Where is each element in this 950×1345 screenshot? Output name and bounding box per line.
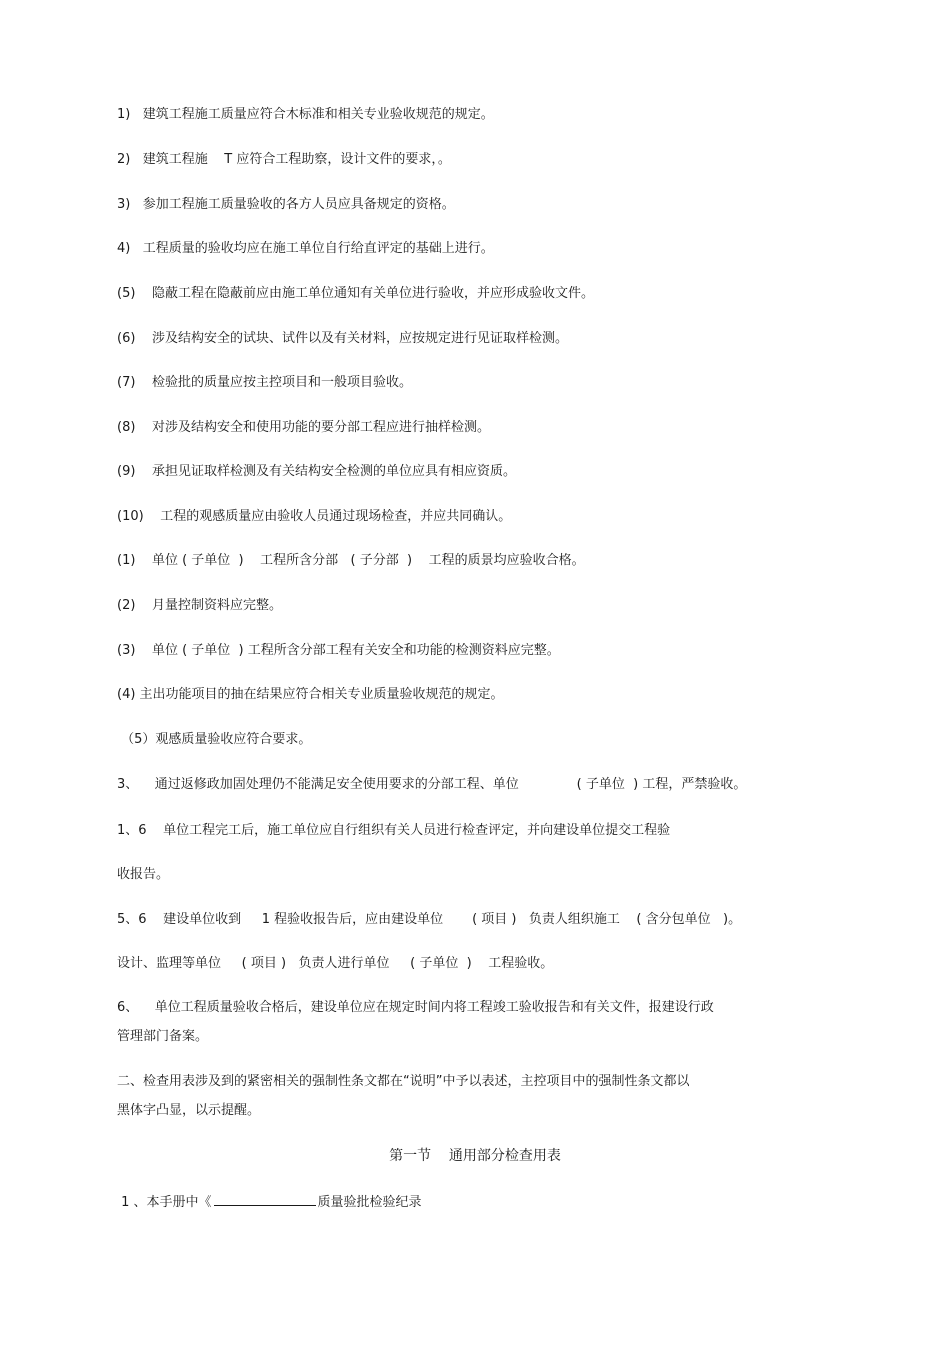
text-line: 1) 建筑工程施工质量应符合木标准和相关专业验收规范的规定。 [117,107,494,122]
text-line: 二、检查用表涉及到的紧密相关的强制性条文都在“说明”中予以表述，主控项目中的强制性条文都以 [117,1074,690,1089]
text-line: (5) 隐蔽工程在隐蔽前应由施工单位通知有关单位进行验收，并应形成验收文件。 [117,286,594,301]
text-line: 3、 通过返修政加固处理仍不能满足安全使用要求的分部工程、单位 ( 子单位 ) 工程，严禁验收。 [117,777,747,792]
text-line: 4) 工程质量的验收均应在施工单位自行给直评定的基础上进行。 [117,241,494,256]
text-line: (7) 检验批的质量应按主控项目和一般项目验收。 [117,375,412,390]
text-line: 5、6 建设单位收到 1 程验收报告后，应由建设单位 ( 项目 ) 负责人组织施工 ( 含分包单位 )。 [117,912,742,927]
text-line: 1、6 单位工程完工后，施工单位应自行组织有关人员进行检查评定，并向建设单位提交工程验 [117,823,671,838]
text-line: (8) 对涉及结构安全和使用功能的要分部工程应进行抽样检测。 [117,420,490,435]
text-line: (10) 工程的观感质量应由验收人员通过现场检查，并应共同确认。 [117,509,512,524]
text-line: (3) 单位 ( 子单位 ) 工程所含分部工程有关安全和功能的检测资料应完整。 [117,643,560,658]
text-line: (1) 单位 ( 子单位 ) 工程所含分部 ( 子分部 ) 工程的质景均应验收合格。 [117,553,585,568]
text-line: (9) 承担见证取样检测及有关结构安全检测的单位应具有相应资质。 [117,464,516,479]
text-line: 收报告。 [117,867,170,882]
text-line: （5）观感质量验收应符合要求。 [117,732,312,747]
text-line: (6) 涉及结构安全的试块、试件以及有关材料，应按规定进行见证取样检测。 [117,331,568,346]
last-line-suffix: 质量验批检验纪录 [317,1195,422,1210]
fill-in-blank [214,1191,316,1206]
text-line: (2) 月量控制资料应完整。 [117,598,282,613]
text-line: (4) 主出功能项目的抽在结果应符合相关专业质量验收规范的规定。 [117,687,504,702]
text-line: 6、 单位工程质量验收合格后，建设单位应在规定时间内将工程竣工验收报告和有关文件，报建设行政 [117,1000,714,1015]
text-line: 黑体字凸显，以示提醒。 [117,1103,261,1118]
text-line-with-blank [117,1191,422,1212]
text-line: 3) 参加工程施工质量验收的各方人员应具备规定的资格。 [117,197,455,212]
text-line: 设计、监理等单位 ( 项目 ) 负责人进行单位 ( 子单位 ) 工程验收。 [117,956,554,971]
section-heading: 第一节 通用部分检查用表 [389,1148,561,1164]
last-line-prefix: 1 、本手册中《 [117,1195,212,1210]
text-line: 2) 建筑工程施 T 应符合工程助察，设计文件的要求，。 [117,152,451,167]
text-line: 管理部门备案。 [117,1029,209,1044]
